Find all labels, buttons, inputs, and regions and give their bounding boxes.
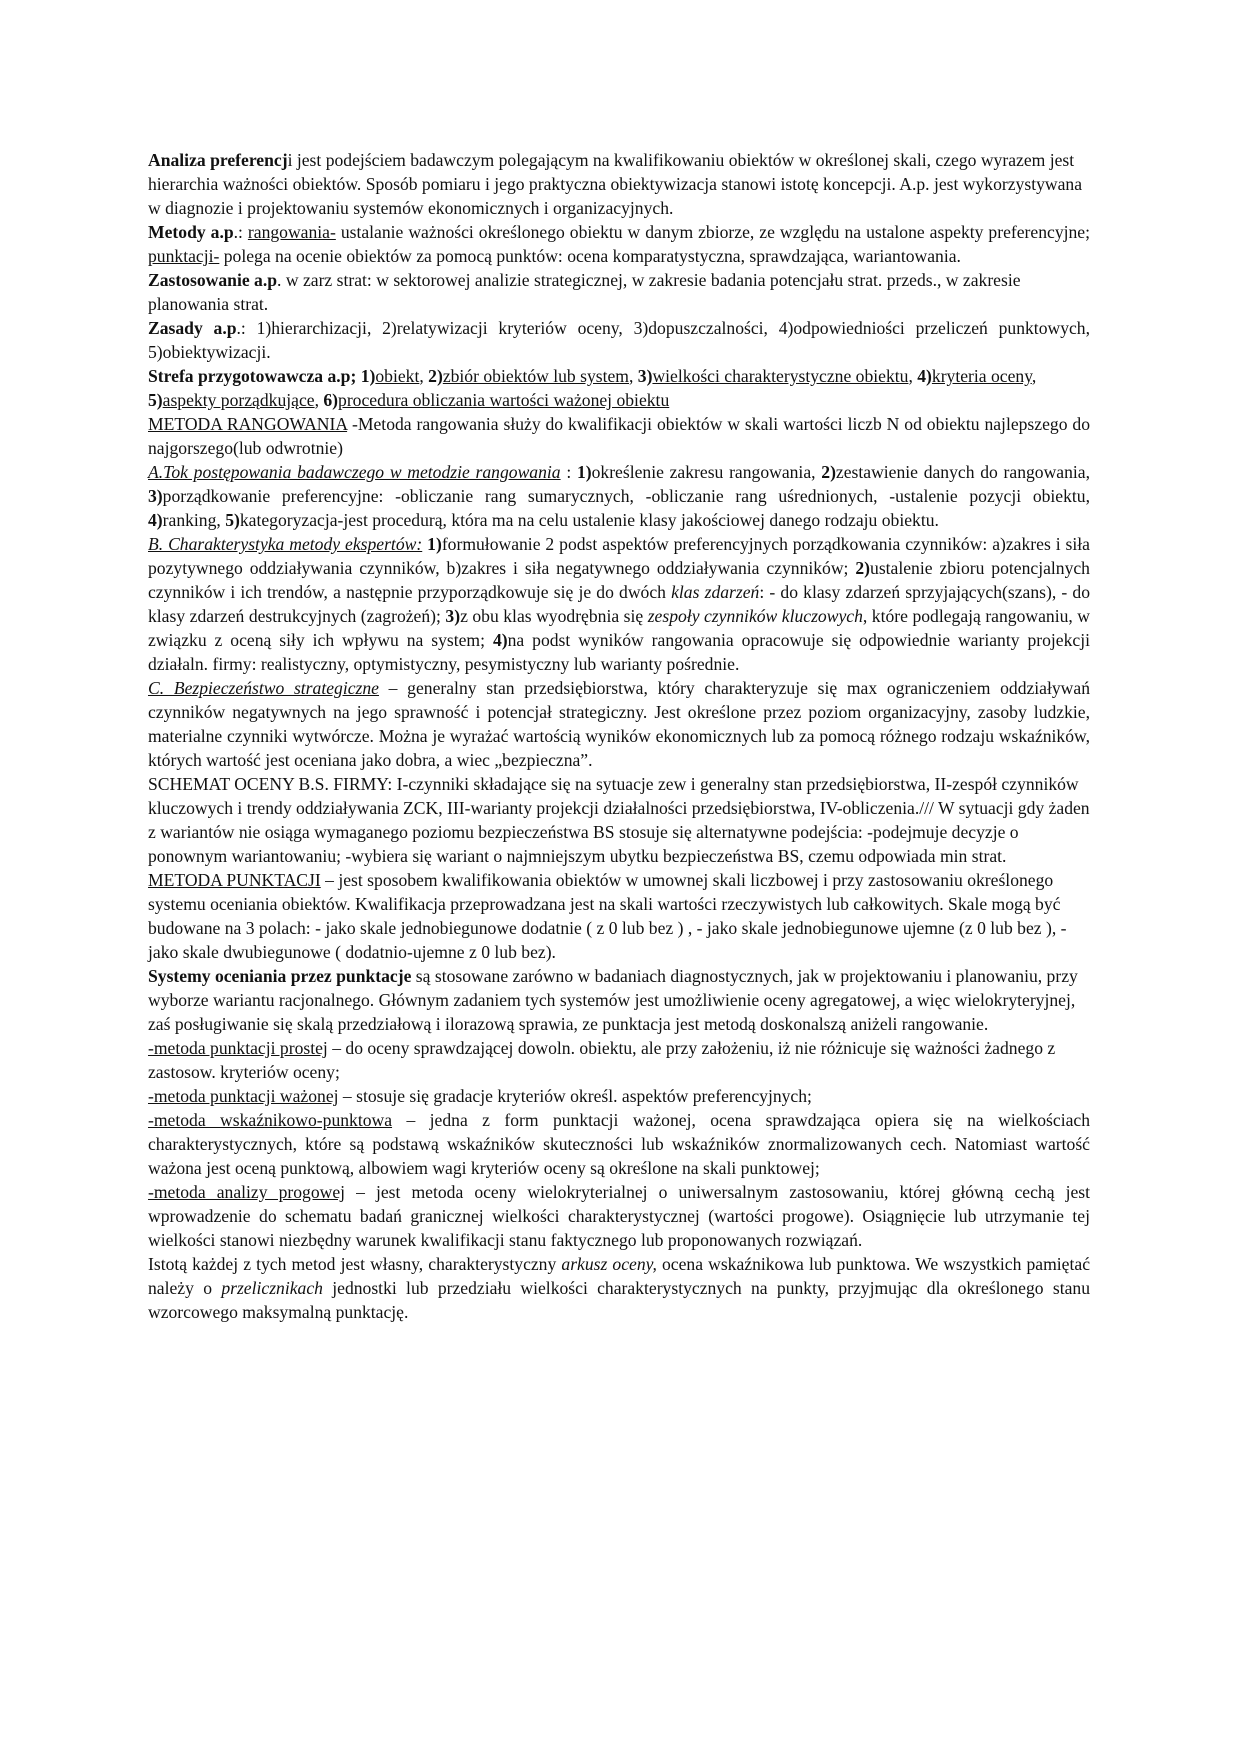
term-punktacja-prosta: -metoda punktacji prostej <box>148 1038 328 1058</box>
item-number: 1) <box>427 534 442 554</box>
paragraph-text: Istotą każdej z tych metod jest własny, charakterystyczny <box>148 1254 562 1274</box>
paragraph-text: kategoryzacja-jest procedurą, która ma na celu ustalenie klasy jakościowej danego rodzaju obiektu. <box>239 510 939 530</box>
document-body <box>148 148 1090 1324</box>
paragraph-text: zestawienie danych do rangowania, <box>835 462 1091 482</box>
paragraph-text: – stosuje się gradacje kryteriów określ. aspektów preferencyjnych; <box>338 1086 812 1106</box>
term-zespoly-czynnikow: zespoły czynników kluczowych <box>647 606 863 626</box>
item-number: 3) <box>445 606 461 626</box>
term-punktacji: punktacji- <box>148 246 220 266</box>
term-analiza-preferencji: Analiza preferencj <box>148 150 288 170</box>
item-procedura: procedura obliczania wartości ważonej obiektu <box>338 390 670 410</box>
item-zbior: zbiór obiektów lub system <box>442 366 629 386</box>
paragraph-text: : - do klasy zdarzeń sprzyjających(szans), - do klasy zdarzeń destrukcyjnych (zagrożeń); <box>148 582 1091 626</box>
paragraph-zastosowanie <box>148 268 1090 316</box>
paragraph-text: są stosowane zarówno w badaniach diagnostycznych, jak w projektowaniu i planowaniu, przy wyborze wariantu racjonalnego. Głównym zadaniem tych systemów jest umożliwienie oceny agregatowej, a więc wielokryteryjnej, zaś posługiwanie się skalą przedziałową i ilorazową sprawia, ze punktacja jest metodą doskonalszą aniżeli rangowanie. <box>148 966 1078 1034</box>
paragraph-text: SCHEMAT OCENY B.S. FIRMY: I-czynniki składające się na sytuacje zew i generalny stan przedsiębiorstwa, II-zespół czynników kluczowych i trendy oddziaływania ZCK, III-warianty projekcji działalności przedsiębiorstwa, IV-obliczenia./// W sytuacji gdy żaden z wariantów nie osiąga wymaganego poziomu bezpieczeństwa BS stosuje się alternatywne podejścia: -podejmuje decyzje o ponownym wariantowaniu; -wybiera się wariant o najmniejszym ubytku bezpieczeństwa BS, czemu odpowiada min strat. <box>148 774 1090 866</box>
separator: , <box>629 366 638 386</box>
paragraph-text: – jest sposobem kwalifikowania obiektów w umownej skali liczbowej i przy zastosowaniu określonego systemu oceniania obiektów. Kwalifikacja przeprowadzana jest na skali wartości rzeczywistych lub całkowitych. Skale mogą być budowane na 3 polach: - jako skale jednobiegunowe dodatnie ( z 0 lub bez ) , - jako skale jednobiegunowe ujemne (z 0 lub bez ), - jako skale dwubiegunowe ( dodatnio-ujemne z 0 lub bez). <box>148 870 1067 962</box>
paragraph-text: formułowanie 2 podst aspektów preferencyjnych porządkowania czynników: a)zakres i siła pozytywnego oddziaływania czynników, b)zakres i siła negatywnego oddziaływania czynników; <box>148 534 1090 578</box>
paragraph-text: . w zarz strat: w sektorowej analizie strategicznej, w zakresie badania potencjału strat. przeds., w zakresie planowania strat. <box>148 270 1021 314</box>
term-systemy-oceniania: Systemy oceniania przez punktacje <box>148 966 412 986</box>
paragraph-analiza-preferencji <box>148 148 1090 220</box>
heading-tok-postepowania: A.Tok postępowania badawczego w metodzie rangowania <box>148 462 561 482</box>
heading-metoda-rangowania: METODA RANGOWANIA <box>148 414 348 434</box>
paragraph-text: i jest podejściem badawczym polegającym na kwalifikowaniu obiektów w określonej skali, czego wyrazem jest hierarchia ważności obiektów. Sposób pomiaru i jego praktyczna obiektywizacja stanowi istotę koncepcji. A.p. jest wykorzystywana w diagnozie i projektowaniu systemów ekonomicznych i organizacyjnych. <box>148 150 1082 218</box>
paragraph-text: polega na ocenie obiektów za pomocą punktów: ocena komparatystyczna, sprawdzająca, wariantowania. <box>219 246 961 266</box>
paragraph-istota <box>148 1252 1090 1324</box>
item-number: 6) <box>323 390 339 410</box>
paragraph-text: ocena wskaźnikowa lub punktowa. We wszystkich pamiętać należy o <box>148 1254 1091 1298</box>
term-metody: Metody a.p <box>148 222 234 242</box>
term-analiza-progowa: -metoda analizy progowej <box>148 1182 346 1202</box>
item-number: 5) <box>225 510 240 530</box>
paragraph-systemy-oceniania <box>148 964 1090 1036</box>
term-zastosowanie: Zastosowanie a.p <box>148 270 278 290</box>
paragraph-text: : <box>560 462 577 482</box>
paragraph-text: .: <box>233 222 248 242</box>
term-arkusz-oceny: arkusz oceny, <box>561 1254 657 1274</box>
heading-metoda-punktacji: METODA PUNKTACJI <box>148 870 321 890</box>
paragraph-strefa-przygotowawcza <box>148 364 1090 412</box>
paragraph-text: jednostki lub przedziału wielkości charakterystycznych na punkty, przyjmując dla określonego stanu wzorcowego maksymalną punktację. <box>148 1278 1090 1322</box>
paragraph-text: – do oceny sprawdzającej dowoln. obiektu, ale przy założeniu, iż nie różnicuje się ważności żadnego z zastosow. kryteriów oceny; <box>148 1038 1056 1082</box>
term-strefa: Strefa przygotowawcza a.p; <box>148 366 357 386</box>
separator: , <box>314 390 324 410</box>
item-number: 1) <box>576 462 592 482</box>
paragraph-text: określenie zakresu rangowania, <box>591 462 822 482</box>
term-zasady: Zasady a.p <box>148 318 237 338</box>
item-number: 2) <box>821 462 836 482</box>
item-number: 3) <box>637 366 653 386</box>
item-number: 2) <box>855 558 871 578</box>
paragraph-zasady <box>148 316 1090 364</box>
paragraph-text: , które podlegają rangowaniu, w związku z oceną siły ich wpływu na system; <box>148 606 1090 650</box>
paragraph-metoda-ekspertow <box>148 532 1090 676</box>
paragraph-bezpieczenstwo <box>148 676 1090 772</box>
item-obiekt: obiekt <box>375 366 420 386</box>
item-number: 4) <box>917 366 932 386</box>
paragraph-metoda-rangowania <box>148 412 1090 460</box>
term-przeliczniki: przelicznikach <box>221 1278 323 1298</box>
paragraph-text: -Metoda rangowania służy do kwalifikacji obiektów w skali wartości liczb N od obiektu najlepszego do najgorszego(lub odwrotnie) <box>148 414 1090 458</box>
item-kryteria: kryteria oceny <box>931 366 1032 386</box>
paragraph-text: z obu klas wyodrębnia się <box>460 606 648 626</box>
term-rangowania: rangowania- <box>247 222 336 242</box>
paragraph-text: – jest metoda oceny wielokryterialnej o uniwersalnym zastosowaniu, której główną cechą jest wprowadzenie do schematu badań granicznej wielkości charakterystycznej (wartości progowe). Osiągnięcie lub utrzymanie tej wielkości stanowi niezbędny warunek kwalifikacji stanu faktycznego lub proponowanych rozwiązań. <box>148 1182 1091 1250</box>
separator: , <box>419 366 429 386</box>
item-number: 4) <box>148 510 163 530</box>
paragraph-text: ranking, <box>162 510 226 530</box>
heading-metoda-ekspertow: B. Charakterystyka metody ekspertów: <box>148 534 423 554</box>
term-klas-zdarzen: klas zdarzeń <box>671 582 760 602</box>
paragraph-tok-postepowania <box>148 460 1090 532</box>
paragraph-analiza-progowa <box>148 1180 1090 1252</box>
item-number: 5) <box>148 390 163 410</box>
paragraph-punktacja-wazona <box>148 1084 1090 1108</box>
paragraph-schemat-oceny <box>148 772 1090 868</box>
paragraph-text: – jedna z form punktacji ważonej, ocena sprawdzająca opiera się na wielkościach charakterystycznych, które są podstawą wskaźników skuteczności lub wskaźników znormalizowanych cech. Natomiast wartość ważona jest oceną punktową, albowiem wagi kryteriów oceny są określone na skali punktowej; <box>148 1110 1090 1178</box>
item-number: 2) <box>428 366 443 386</box>
paragraph-text: ustalenie zbioru potencjalnych czynników i ich trendów, a następnie przyporządkowuje się je do dwóch <box>148 558 1090 602</box>
paragraph-text: .: 1)hierarchizacji, 2)relatywizacji kryteriów oceny, 3)dopuszczalności, 4)odpowiedniości przeliczeń punktowych, 5)obiektywizacji. <box>148 318 1090 362</box>
paragraph-metody <box>148 220 1090 268</box>
item-number: 4) <box>492 630 508 650</box>
heading-bezpieczenstwo: C. Bezpieczeństwo strategiczne <box>148 678 379 698</box>
paragraph-text: na podst wyników rangowania opracowuje się odpowiednie warianty projekcji działaln. firmy: realistyczny, optymistyczny, pesymistyczny lub warianty pośrednie. <box>148 630 1090 674</box>
term-wskaznikowo-punktowa: -metoda wskaźnikowo-punktowa <box>148 1110 393 1130</box>
paragraph-punktacja-prosta <box>148 1036 1090 1084</box>
item-number: 1) <box>360 366 376 386</box>
paragraph-text: porządkowanie preferencyjne: -obliczanie rang sumarycznych, -obliczanie rang uśrednionych, -ustalenie pozycji obiektu, <box>162 486 1090 506</box>
item-wielkosci: wielkości charakterystyczne obiektu <box>652 366 909 386</box>
item-aspekty: aspekty porządkujące <box>162 390 315 410</box>
separator: , <box>908 366 918 386</box>
separator: , <box>1031 366 1037 386</box>
paragraph-text: ustalanie ważności określonego obiektu w danym zbiorze, ze względu na ustalone aspekty preferencyjne; <box>335 222 1091 242</box>
term-punktacja-wazona: -metoda punktacji ważonej <box>148 1086 339 1106</box>
paragraph-wskaznikowo-punktowa <box>148 1108 1090 1180</box>
paragraph-metoda-punktacji <box>148 868 1090 964</box>
item-number: 3) <box>148 486 163 506</box>
paragraph-text: – generalny stan przedsiębiorstwa, który charakteryzuje się max ograniczeniem oddziaływań czynników negatywnych na jego sprawność i potencjał strategiczny. Jest określone przez poziom organizacyjny, zasoby ludzkie, materialne czynniki wytwórcze. Można je wyrażać wartością wyników ekonomicznych lub za pomocą różnego rodzaju wskaźników, których wartość jest oceniana jako dobra, a wiec „bezpieczna”. <box>148 678 1090 770</box>
